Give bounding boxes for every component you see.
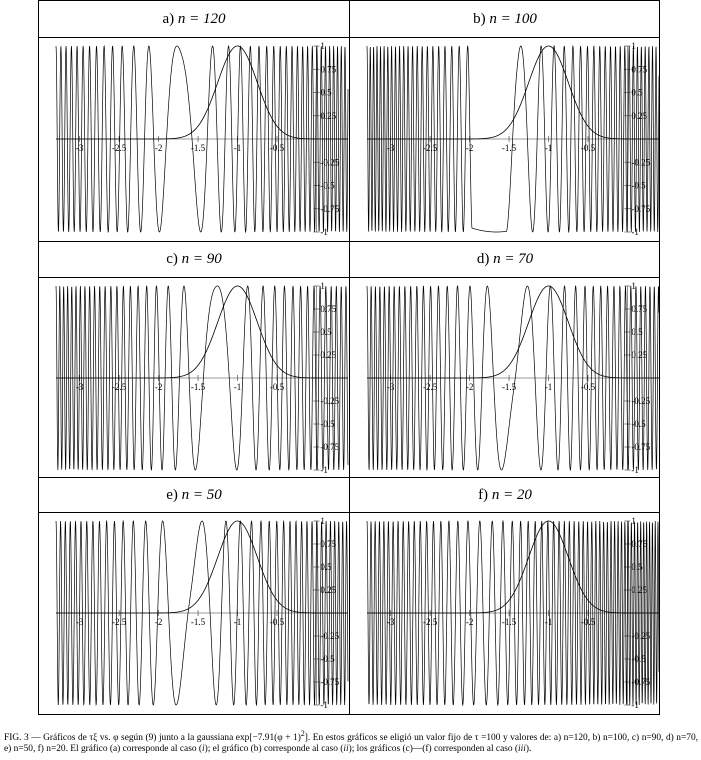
y-tick-label: 1 xyxy=(320,41,325,51)
y-tick-label: -0.75 xyxy=(320,677,340,687)
caption-case: i xyxy=(202,744,205,755)
y-tick-label: -1 xyxy=(320,227,328,237)
y-tick-label: 0.25 xyxy=(631,350,648,360)
x-tick-label: -1.5 xyxy=(501,143,517,153)
y-tick-label: 0.25 xyxy=(631,110,648,121)
panel-e-header xyxy=(39,477,349,513)
y-tick-label: -0.5 xyxy=(320,419,335,429)
panel-n-label: n = 90 xyxy=(181,251,222,267)
panel-n-label: n = 70 xyxy=(493,251,534,267)
y-tick-label: 0.75 xyxy=(631,64,648,75)
panel-letter: b) xyxy=(473,11,486,27)
x-tick-label: -2 xyxy=(154,143,163,153)
panel-letter: f) xyxy=(478,487,489,503)
x-tick-label: -2 xyxy=(465,617,474,627)
x-tick-label: -2.5 xyxy=(112,382,127,392)
x-tick-label: -3 xyxy=(75,382,84,392)
y-tick-label: -0.75 xyxy=(631,442,651,452)
y-tick-label: -0.75 xyxy=(320,442,340,452)
y-tick-label: 0.25 xyxy=(631,585,648,595)
caption-text: FIG. 3 — Gráficos de τξ vs. φ según (9) junto a la gaussiana exp[−7.91(φ + 1) xyxy=(4,733,301,744)
x-tick-label: -2.5 xyxy=(112,617,127,627)
plot-c xyxy=(56,280,348,476)
row-divider xyxy=(38,277,660,278)
x-tick-label: -0.5 xyxy=(580,143,596,153)
y-tick-label: 0.5 xyxy=(631,87,643,98)
panel-n-label: n = 120 xyxy=(177,11,226,27)
x-tick-label: -2.5 xyxy=(423,143,438,153)
y-tick-label: -0.5 xyxy=(320,180,335,191)
x-tick-label: -1.5 xyxy=(190,382,206,392)
y-tick-label: -0.5 xyxy=(320,654,335,664)
panel-n-label: n = 20 xyxy=(491,487,532,503)
y-tick-label: -0.5 xyxy=(631,654,646,664)
panel-n-label: n = 50 xyxy=(181,487,222,503)
y-tick-label: -1 xyxy=(631,700,639,710)
panel-letter: c) xyxy=(166,251,178,267)
y-tick-label: -1 xyxy=(631,227,639,237)
y-tick-label: 0.75 xyxy=(320,304,337,314)
gaussian-curve xyxy=(56,46,348,139)
x-tick-label: -0.5 xyxy=(580,382,596,392)
panel-d-header xyxy=(350,241,660,277)
x-tick-label: -1 xyxy=(233,382,242,392)
caption-text: ); el gráfico (b) corresponde al caso ( xyxy=(204,744,344,755)
figure-caption xyxy=(4,728,698,755)
panel-letter: a) xyxy=(162,11,175,27)
x-tick-label: -0.5 xyxy=(269,617,285,627)
x-tick-label: -2 xyxy=(465,382,474,392)
x-tick-label: -0.5 xyxy=(269,143,285,153)
x-tick-label: -2.5 xyxy=(112,143,127,153)
x-tick-label: -3 xyxy=(75,143,84,153)
y-tick-label: 1 xyxy=(631,281,636,291)
panel-f-header xyxy=(350,477,660,513)
y-tick-label: -1 xyxy=(320,465,328,475)
x-tick-label: -1.5 xyxy=(190,143,206,153)
y-tick-label: -0.25 xyxy=(320,157,340,168)
gaussian-curve xyxy=(56,286,348,378)
x-tick-label: -3 xyxy=(75,617,84,627)
y-tick-label: -1 xyxy=(320,700,328,710)
plot-f xyxy=(367,515,659,711)
y-tick-label: -1 xyxy=(631,465,639,475)
panel-b-header xyxy=(350,1,660,37)
y-tick-label: 0.25 xyxy=(320,110,337,121)
y-tick-label: 1 xyxy=(631,41,636,51)
x-tick-label: -2.5 xyxy=(423,382,438,392)
y-tick-label: 0.5 xyxy=(320,87,332,98)
x-tick-label: -0.5 xyxy=(580,617,596,627)
caption-case: ii xyxy=(343,744,349,755)
x-tick-label: -2 xyxy=(154,382,163,392)
y-tick-label: 1 xyxy=(631,516,636,526)
x-tick-label: -2 xyxy=(154,617,163,627)
plot-a xyxy=(56,40,348,238)
y-tick-label: -0.25 xyxy=(631,396,651,406)
x-tick-label: -1.5 xyxy=(190,617,206,627)
y-tick-label: -0.25 xyxy=(631,631,651,641)
x-tick-label: -3 xyxy=(386,143,395,153)
x-tick-label: -1.5 xyxy=(501,617,517,627)
y-tick-label: 1 xyxy=(320,281,325,291)
plot-e xyxy=(56,515,348,711)
y-tick-label: 0.75 xyxy=(631,539,648,549)
x-tick-label: -3 xyxy=(386,382,395,392)
panel-letter: d) xyxy=(476,251,490,267)
x-tick-label: -1.5 xyxy=(501,382,517,392)
x-tick-label: -1 xyxy=(233,143,242,153)
y-tick-label: 1 xyxy=(320,516,325,526)
panel-letter: e) xyxy=(166,487,178,503)
plot-d xyxy=(367,280,659,476)
panel-n-label: n = 100 xyxy=(489,11,537,27)
plot-b xyxy=(367,40,659,238)
x-tick-label: -0.5 xyxy=(269,382,285,392)
y-tick-label: 0.75 xyxy=(320,64,337,75)
y-tick-label: -0.75 xyxy=(631,203,651,214)
panel-a-header xyxy=(39,1,349,37)
y-tick-label: 0.25 xyxy=(320,585,337,595)
x-tick-label: -1 xyxy=(544,617,553,627)
x-tick-label: -1 xyxy=(544,143,553,153)
y-tick-label: -0.25 xyxy=(631,157,651,168)
caption-text: ). xyxy=(525,744,532,755)
caption-case: iii xyxy=(518,744,526,755)
panel-c-header xyxy=(39,241,349,277)
caption-text: ); los gráficos (c)—(f) corresponden al caso ( xyxy=(348,744,519,755)
y-tick-label: -0.75 xyxy=(320,203,340,214)
x-tick-label: -1 xyxy=(544,382,553,392)
column-divider xyxy=(349,0,350,715)
caption-text: ]. En estos gráficos se eligió un valor fijo de τ =100 y valores de: a) n=120, b) n=100, c) n=90, d) n=70, e) n=50, f) n=20. El gráfico (a) corresponde al caso ( xyxy=(4,733,698,755)
x-tick-label: -2.5 xyxy=(423,617,438,627)
y-tick-label: 0.75 xyxy=(320,539,337,549)
row-divider xyxy=(38,37,660,38)
y-tick-label: -0.25 xyxy=(320,396,340,406)
y-tick-label: -0.75 xyxy=(631,677,651,687)
y-tick-label: -0.5 xyxy=(631,419,646,429)
x-tick-label: -3 xyxy=(386,617,395,627)
x-tick-label: -1 xyxy=(233,617,242,627)
y-tick-label: 0.5 xyxy=(631,327,643,337)
y-tick-label: 0.75 xyxy=(631,304,648,314)
x-tick-label: -2 xyxy=(465,143,474,153)
y-tick-label: 0.5 xyxy=(320,562,332,572)
y-tick-label: -0.25 xyxy=(320,631,340,641)
y-tick-label: -0.5 xyxy=(631,180,646,191)
y-tick-label: 0.5 xyxy=(320,327,332,337)
y-tick-label: 0.5 xyxy=(631,562,643,572)
caption-superscript: 2 xyxy=(300,729,305,738)
y-tick-label: 0.25 xyxy=(320,350,337,360)
